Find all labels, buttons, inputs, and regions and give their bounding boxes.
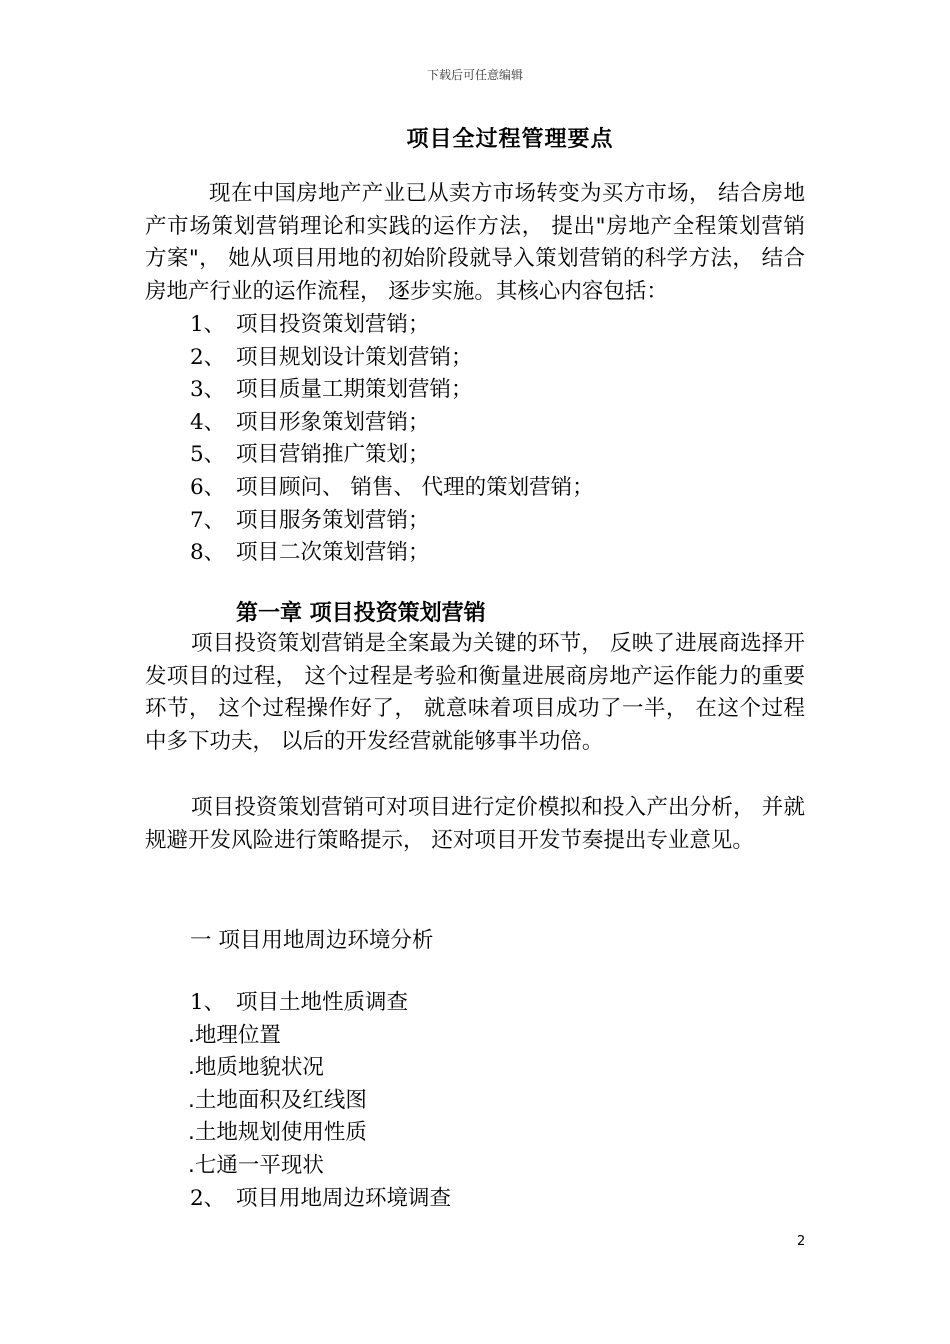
document-title: 项目全过程管理要点 xyxy=(406,127,614,152)
list-item xyxy=(190,505,810,538)
intro-paragraph: 现在中国房地产产业已从卖方市场转变为买方市场， 结合房地产市场策划营销理论和实践的运作方法， 提出"房地产全程策划营销方案"， 她从项目用地的初始阶段就导入策划营销的科学方法， 结合房地产行业的运作流程， 逐步实施。其核心内容包括： xyxy=(145,181,805,304)
list-item-text: 项目用地周边环境调查 xyxy=(236,1185,452,1211)
list-item-number: 6、 xyxy=(190,474,226,500)
list-item-number: 5、 xyxy=(190,442,226,468)
bullet-item: .地理位置 xyxy=(188,1022,281,1048)
bullet-item: .地质地貌状况 xyxy=(188,1055,324,1081)
list-item xyxy=(190,537,810,570)
list-item-text: 项目规划设计策划营销； xyxy=(236,344,473,370)
list-item-text: 项目营销推广策划； xyxy=(236,442,430,468)
chapter-title: 第一章 项目投资策划营销 xyxy=(236,601,486,626)
bullet-item: .土地规划使用性质 xyxy=(188,1120,367,1146)
list-item-text: 项目形象策划营销； xyxy=(236,409,430,435)
list-item-text: 项目土地性质调查 xyxy=(236,990,409,1015)
list-item-number: 7、 xyxy=(190,507,226,533)
list-item xyxy=(190,407,810,440)
list-item-text: 项目质量工期策划营销； xyxy=(236,377,473,403)
bullet-item: .七通一平现状 xyxy=(188,1152,324,1178)
list-item-number: 8、 xyxy=(190,540,226,566)
list-item xyxy=(190,342,810,375)
list-item-number: 2、 xyxy=(190,1185,226,1211)
header-note: 下载后可任意编辑 xyxy=(426,68,523,82)
section-title: 一 项目用地周边环境分析 xyxy=(190,928,434,953)
page-number: 2 xyxy=(797,1234,806,1249)
chapter-paragraph: 项目投资策划营销是全案最为关键的环节， 反映了进展商选择开发项目的过程， 这个过程是考验和衡量进展商房地产运作能力的重要环节， 这个过程操作好了， 就意味着项目成功了一半， 在这个过程中多下功夫， 以后的开发经营就能够事半功倍。 xyxy=(145,631,805,754)
list-item-number: 3、 xyxy=(190,377,226,403)
section-items-list xyxy=(190,987,810,1215)
list-item xyxy=(190,987,810,1020)
list-item xyxy=(190,374,810,407)
list-item xyxy=(190,309,810,342)
list-item-text: 项目投资策划营销； xyxy=(236,312,430,337)
list-item-number: 1、 xyxy=(190,312,226,337)
chapter-paragraph: 项目投资策划营销可对项目进行定价模拟和投入产出分析， 并就规避开发风险进行策略提示， 还对项目开发节奏提出专业意见。 xyxy=(145,795,805,853)
list-item-text: 项目顾问、 销售、 代理的策划营销； xyxy=(236,474,594,500)
bullet-item: .土地面积及红线图 xyxy=(188,1087,367,1113)
list-item-number: 1、 xyxy=(190,990,226,1015)
list-item xyxy=(190,1183,810,1216)
list-item-text: 项目二次策划营销； xyxy=(236,540,430,566)
list-item-text: 项目服务策划营销； xyxy=(236,507,430,533)
list-item-number: 2、 xyxy=(190,344,226,370)
list-item xyxy=(190,472,810,505)
core-items-list xyxy=(190,309,810,570)
list-item xyxy=(190,439,810,472)
list-item-number: 4、 xyxy=(190,409,226,435)
